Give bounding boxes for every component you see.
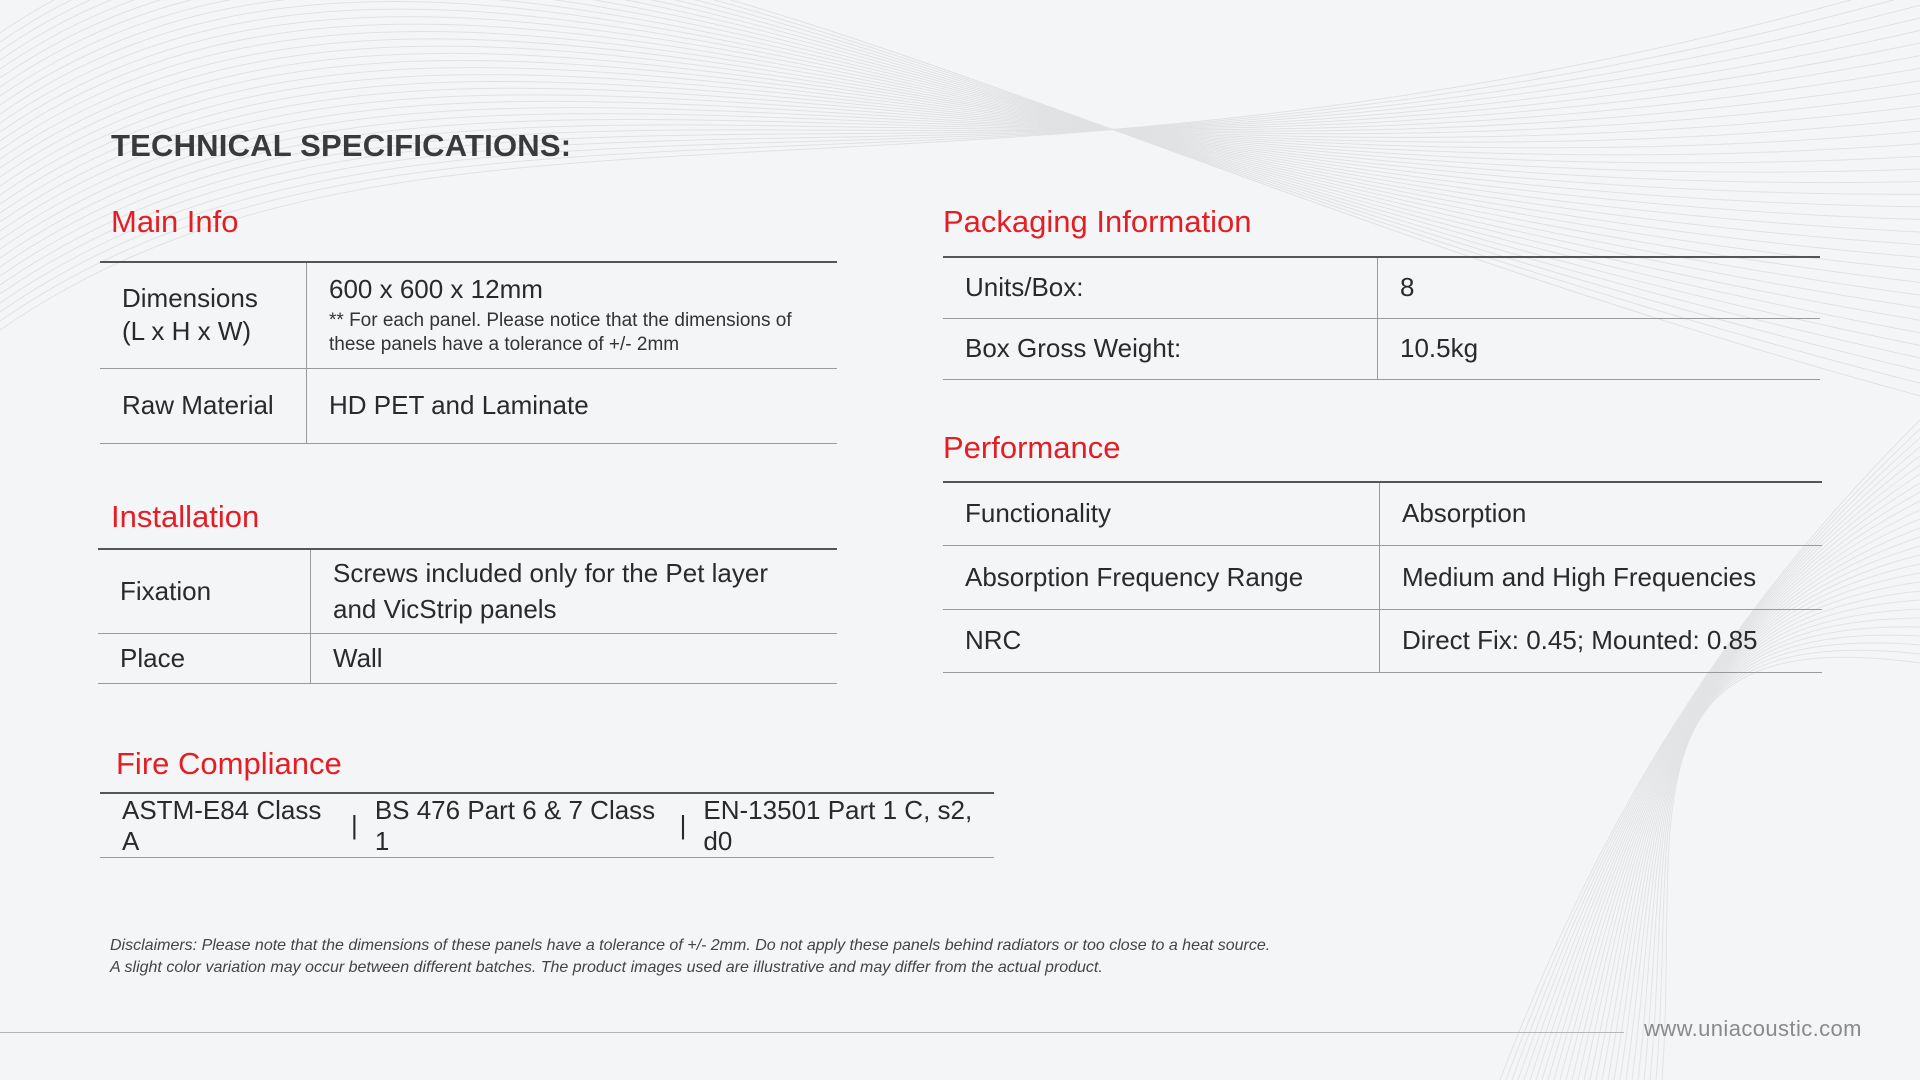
frequency-range-value: Medium and High Frequencies [1402,561,1757,592]
fixation-value: Screws included only for the Pet layer and VicStrip panels [333,558,768,625]
wave-line [0,43,1920,285]
table-row [943,609,1822,672]
footer-divider [0,1032,1624,1033]
performance-title: Performance [943,430,1121,465]
main-info-table [100,261,837,444]
performance-table [943,481,1822,673]
wave-line [1632,618,1920,1080]
place-value: Wall [333,642,383,673]
wave-line [1644,635,1920,1080]
nrc-value: Direct Fix: 0.45; Mounted: 0.85 [1402,625,1758,655]
functionality-label: Functionality [943,482,1380,545]
frequency-range-label: Absorption Frequency Range [943,545,1380,609]
dimensions-note: ** For each panel. Please notice that the dimensions of these panels have a tolerance of +/- 2mm [329,309,792,355]
fire-item-en13501: EN-13501 Part 1 C, s2, d0 [703,794,973,856]
box-weight-value: 10.5kg [1400,333,1479,363]
table-row [98,549,837,633]
wave-line [0,56,1920,276]
wave-line [1650,643,1920,1080]
dimensions-cell [307,262,838,368]
fire-item-astm: ASTM-E84 Class A [122,794,322,856]
disclaimer [110,935,1410,979]
dimensions-label: Dimensions (L x H x W) [100,262,307,368]
table-row [943,482,1822,545]
page-heading: TECHNICAL SPECIFICATIONS: [111,128,572,163]
wave-line [0,46,1920,207]
table-row [943,318,1820,379]
functionality-value: Absorption [1402,498,1527,529]
wave-line [1626,609,1920,1080]
table-row [100,368,837,443]
main-info-title: Main Info [111,204,239,239]
table-row [100,262,837,368]
wave-line [0,53,1920,194]
wave-line [0,61,1920,186]
fixation-label: Fixation [98,549,311,633]
table-row [943,545,1822,609]
place-label: Place [98,633,311,683]
installation-table [98,548,837,684]
disclaimer-line-2: A slight color variation may occur between different batches. The product images used are illustrative and may differ from the actual product. [110,959,1103,976]
fire-item-bs476: BS 476 Part 6 & 7 Class 1 [374,794,656,856]
fire-separator: | [351,810,358,840]
units-box-value: 8 [1400,272,1415,303]
units-box-label: Units/Box: [943,257,1378,318]
packaging-table [943,256,1820,380]
raw-material-label: Raw Material [100,368,307,443]
fire-compliance-row [100,792,994,858]
fire-separator: | [679,810,687,840]
footer-url-link[interactable]: www.uniacoustic.com [1644,1016,1862,1041]
fire-compliance-title: Fire Compliance [116,746,342,781]
dimensions-value: 600 x 600 x 12mm [329,273,543,304]
raw-material-value: HD PET and Laminate [329,390,589,420]
box-weight-label: Box Gross Weight: [943,318,1378,379]
installation-title: Installation [111,499,260,534]
wave-line [1638,627,1920,1080]
table-row [943,257,1820,318]
disclaimer-line-1: Disclaimers: Please note that the dimensions of these panels have a tolerance of +/- 2mm. Do not apply these panels behind radiators or too close to a heat source. [110,937,1271,954]
packaging-title: Packaging Information [943,204,1252,239]
nrc-label: NRC [943,609,1380,672]
table-row [98,633,837,683]
